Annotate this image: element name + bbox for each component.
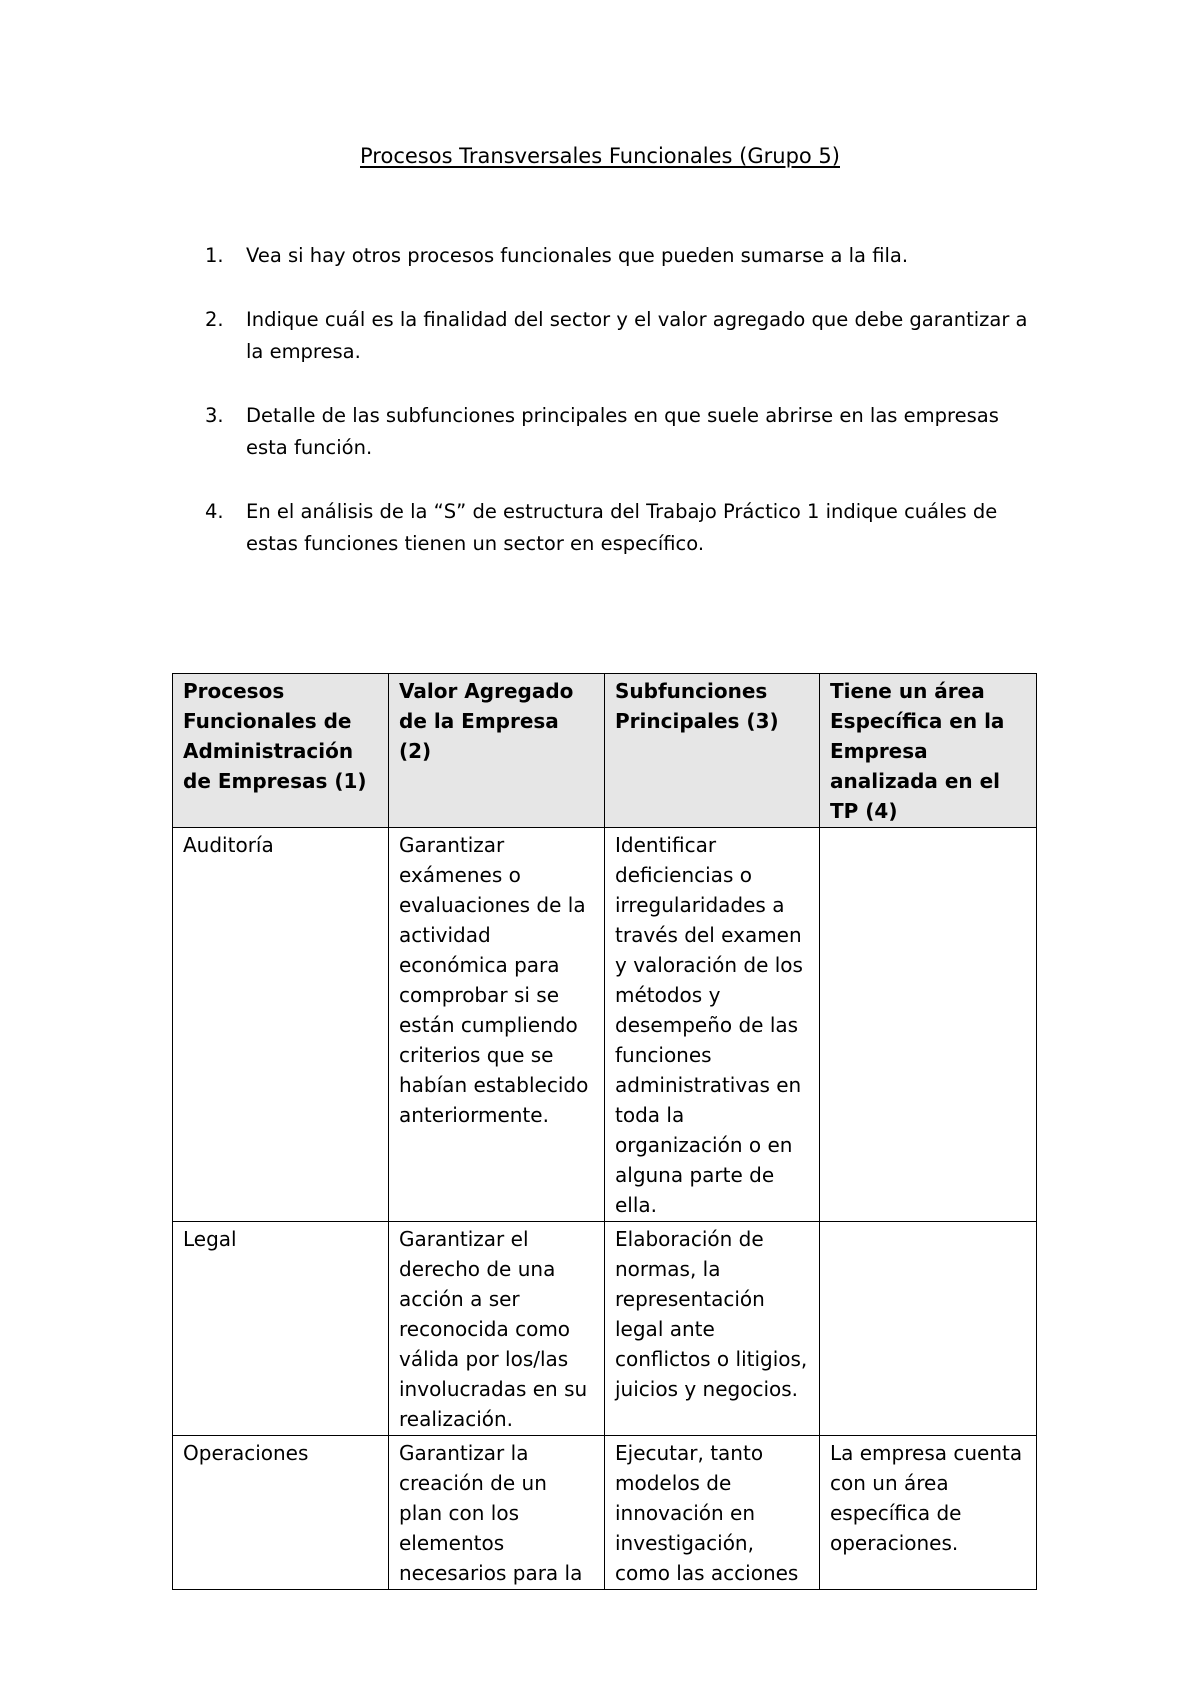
table-row [173,1436,1037,1590]
cell-subfunciones: Identificar deficiencias o irregularidades a través del examen y valoración de los métodos y desempeño de las funciones administrativas en toda la organización o en alguna parte de ella. [605,828,820,1222]
header-subfunciones: Subfunciones Principales (3) [605,674,820,828]
question-number: 2. [205,308,224,331]
question-text: Vea si hay otros procesos funcionales que pueden sumarse a la fila. [246,244,909,267]
question-number: 3. [205,404,224,427]
cell-area: La empresa cuenta con un área específica de operaciones. [820,1436,1037,1590]
cell-subfunciones: Elaboración de normas, la representación legal ante conflictos o litigios, juicios y negocios. [605,1222,820,1436]
header-procesos: Procesos Funcionales de Administración de Empresas (1) [173,674,389,828]
cell-area [820,828,1037,1222]
header-area-especifica: Tiene un área Específica en la Empresa analizada en el TP (4) [820,674,1037,828]
table-row [173,1222,1037,1436]
question-text: Indique cuál es la finalidad del sector y el valor agregado que debe garantizar a la empresa. [246,308,1028,363]
table-row [173,828,1037,1222]
processes-table [172,673,1037,1590]
question-list [205,240,1035,592]
question-item [205,400,1035,464]
cell-valor: Garantizar la creación de un plan con los elementos necesarios para la [389,1436,605,1590]
question-number: 4. [205,500,224,523]
table-header-row [173,674,1037,828]
question-text: En el análisis de la “S” de estructura del Trabajo Práctico 1 indique cuáles de estas funciones tienen un sector en específico. [246,500,998,555]
cell-valor: Garantizar exámenes o evaluaciones de la actividad económica para comprobar si se están cumpliendo criterios que se habían establecido anteriormente. [389,828,605,1222]
question-item [205,496,1035,560]
cell-proceso: Auditoría [173,828,389,1222]
cell-area [820,1222,1037,1436]
cell-proceso: Legal [173,1222,389,1436]
question-number: 1. [205,244,224,267]
cell-subfunciones: Ejecutar, tanto modelos de innovación en investigación, como las acciones [605,1436,820,1590]
document-title: Procesos Transversales Funcionales (Grupo 5) [360,144,840,168]
header-valor-agregado: Valor Agregado de la Empresa (2) [389,674,605,828]
question-item [205,240,1035,272]
cell-proceso: Operaciones [173,1436,389,1590]
question-text: Detalle de las subfunciones principales en que suele abrirse en las empresas esta función. [246,404,999,459]
question-item [205,304,1035,368]
cell-valor: Garantizar el derecho de una acción a ser reconocida como válida por los/las involucradas en su realización. [389,1222,605,1436]
